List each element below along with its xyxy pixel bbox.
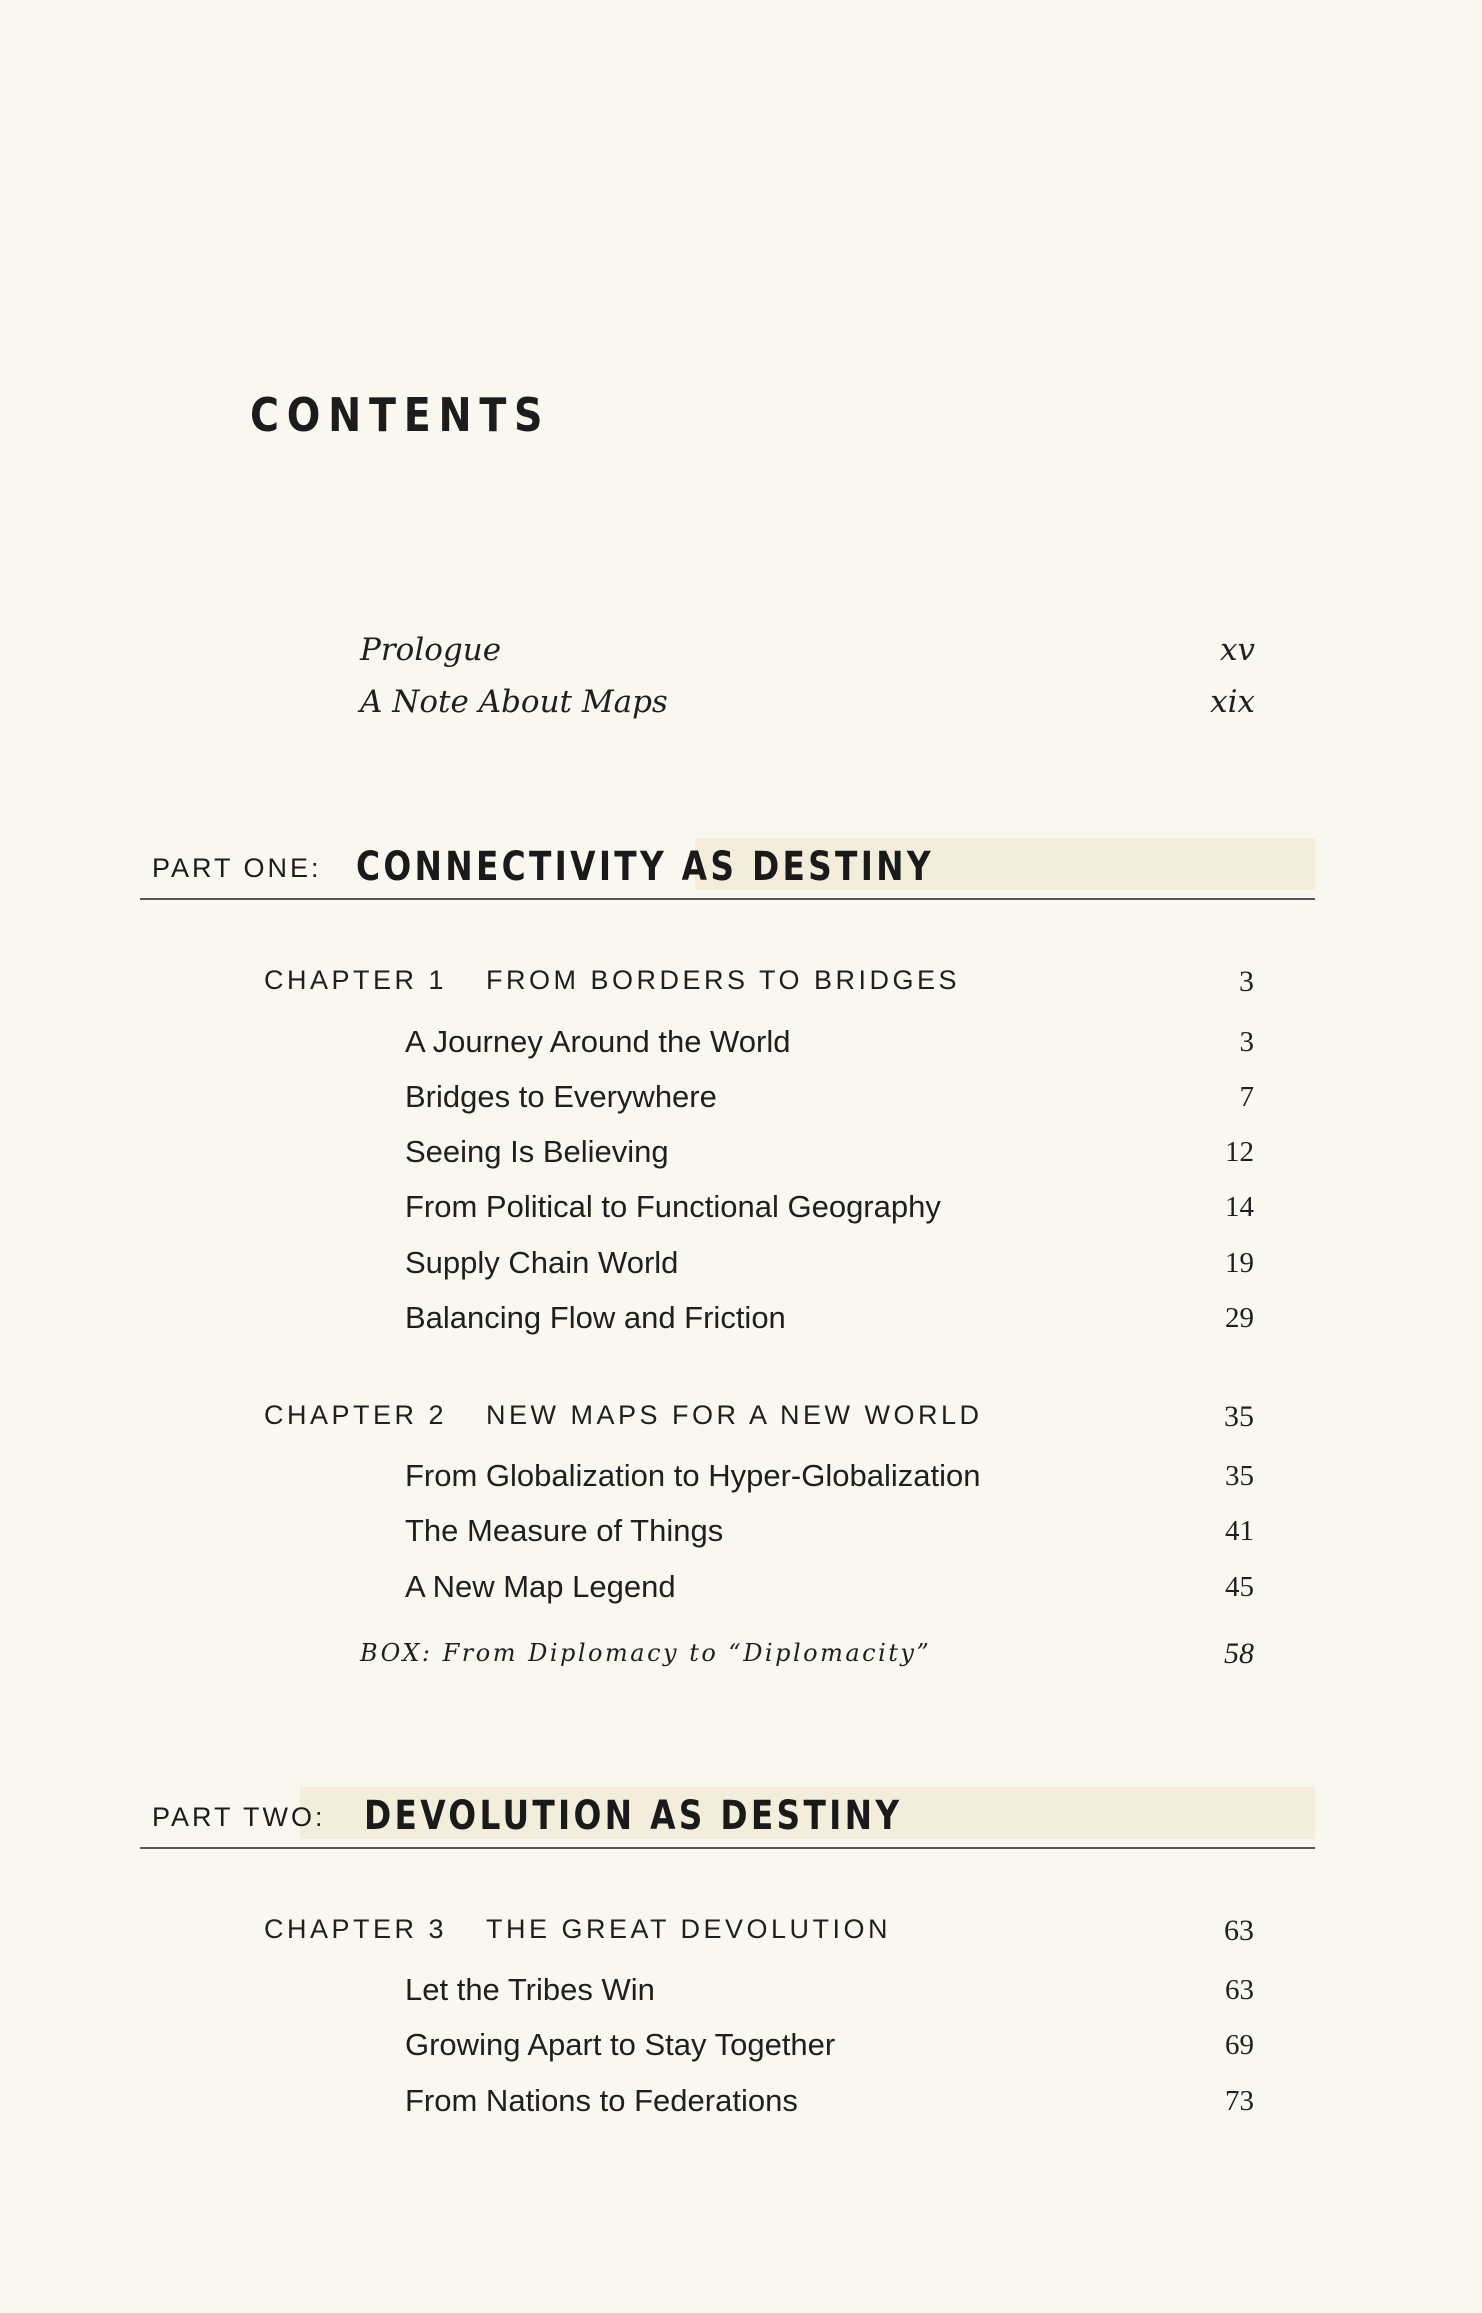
chapter-label: CHAPTER 3 <box>264 1914 448 1944</box>
section-title[interactable]: From Political to Functional Geography <box>405 1189 941 1224</box>
page-number: 35 <box>1224 1400 1254 1433</box>
page-number: xv <box>1220 632 1255 668</box>
section-title[interactable]: Growing Apart to Stay Together <box>405 2027 836 2062</box>
chapter-title[interactable]: NEW MAPS FOR A NEW WORLD <box>486 1400 983 1430</box>
chapter-3-heading[interactable] <box>264 1914 1254 1954</box>
page-number: 41 <box>1225 1515 1254 1547</box>
part-title[interactable]: DEVOLUTION AS DESTINY <box>364 1793 903 1839</box>
box-title[interactable]: BOX: From Diplomacy to “Diplomacity” <box>360 1639 932 1667</box>
page-number: 63 <box>1224 1914 1254 1947</box>
section-entry[interactable] <box>405 1300 1254 1344</box>
page-number: xix <box>1210 684 1255 720</box>
front-matter-entry[interactable] <box>360 684 1255 724</box>
chapter-title[interactable]: FROM BORDERS TO BRIDGES <box>486 965 961 995</box>
page-number: 7 <box>1239 1081 1254 1113</box>
section-title[interactable]: From Globalization to Hyper-Globalization <box>405 1458 981 1493</box>
section-title[interactable]: Seeing Is Believing <box>405 1134 669 1169</box>
section-entry[interactable] <box>405 1024 1254 1068</box>
page-number: 3 <box>1239 1026 1254 1058</box>
part-one-header <box>140 838 1315 900</box>
page-number: 14 <box>1225 1191 1254 1223</box>
section-title[interactable]: A New Map Legend <box>405 1569 676 1604</box>
front-matter-entry[interactable] <box>360 632 1255 672</box>
section-entry[interactable] <box>405 1189 1254 1233</box>
section-title[interactable]: Supply Chain World <box>405 1245 679 1280</box>
chapter-label: CHAPTER 1 <box>264 965 448 995</box>
section-entry[interactable] <box>405 1079 1254 1123</box>
chapter-1-heading[interactable] <box>264 965 1254 1005</box>
page-number: 63 <box>1225 1974 1254 2006</box>
section-entry[interactable] <box>405 1245 1254 1289</box>
section-title[interactable]: Bridges to Everywhere <box>405 1079 717 1114</box>
page-number: 12 <box>1225 1136 1254 1168</box>
page-title: CONTENTS <box>250 388 551 442</box>
section-entry[interactable] <box>405 1458 1254 1502</box>
section-entry[interactable] <box>405 1134 1254 1178</box>
page-number: 29 <box>1225 1302 1254 1334</box>
page-number: 19 <box>1225 1247 1254 1279</box>
chapter-label: CHAPTER 2 <box>264 1400 448 1430</box>
page-number: 35 <box>1225 1460 1254 1492</box>
part-title[interactable]: CONNECTIVITY AS DESTINY <box>356 844 934 890</box>
chapter-2-heading[interactable] <box>264 1400 1254 1440</box>
section-title[interactable]: From Nations to Federations <box>405 2083 798 2118</box>
section-entry[interactable] <box>405 1513 1254 1557</box>
entry-title[interactable]: A Note About Maps <box>360 684 668 720</box>
box-entry[interactable] <box>360 1637 1254 1677</box>
section-title[interactable]: Balancing Flow and Friction <box>405 1300 786 1335</box>
section-entry[interactable] <box>405 1972 1254 2016</box>
part-two-header <box>140 1787 1315 1849</box>
section-title[interactable]: A Journey Around the World <box>405 1024 791 1059</box>
section-title[interactable]: Let the Tribes Win <box>405 1972 655 2007</box>
part-label: PART TWO: <box>152 1802 326 1832</box>
page-number: 69 <box>1225 2029 1254 2061</box>
chapter-title[interactable]: THE GREAT DEVOLUTION <box>486 1914 892 1944</box>
page-number: 3 <box>1239 965 1254 998</box>
page-number: 45 <box>1225 1571 1254 1603</box>
page-number: 58 <box>1224 1637 1254 1670</box>
entry-title[interactable]: Prologue <box>360 632 502 668</box>
section-entry[interactable] <box>405 2083 1254 2127</box>
section-entry[interactable] <box>405 2027 1254 2071</box>
part-label: PART ONE: <box>152 853 322 883</box>
section-entry[interactable] <box>405 1569 1254 1613</box>
section-title[interactable]: The Measure of Things <box>405 1513 724 1548</box>
page-number: 73 <box>1225 2085 1254 2117</box>
